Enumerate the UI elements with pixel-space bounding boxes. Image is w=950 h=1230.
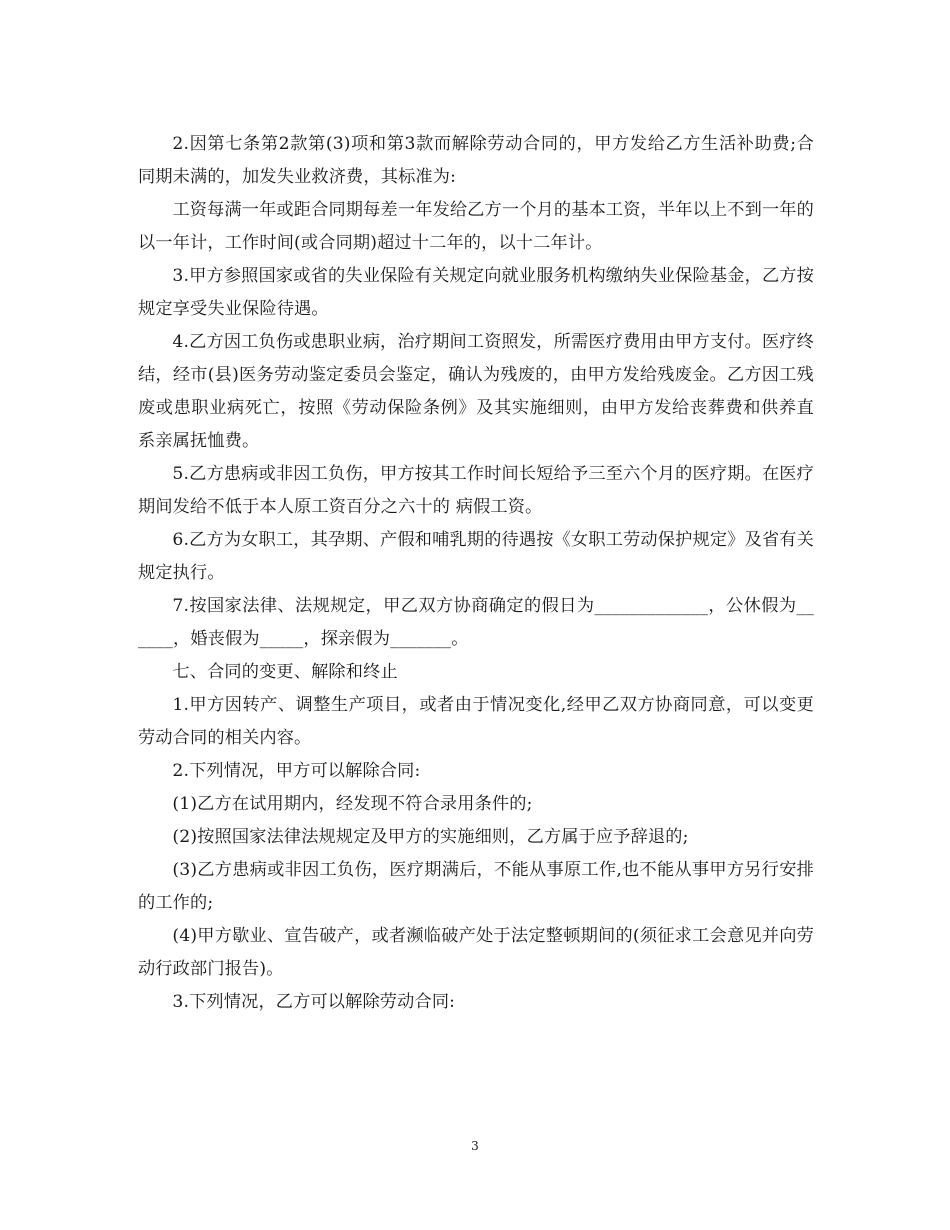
paragraph: 6.乙方为女职工，其孕期、产假和哺乳期的待遇按《女职工劳动保护规定》及省有关规定执行。 bbox=[138, 530, 814, 583]
paragraph: 7.按国家法律、法规规定，甲乙双方协商确定的假日为_____________，公休假为______，婚丧假为_____，探亲假为_______。 bbox=[138, 596, 814, 649]
paragraph: 1.甲方因转产、调整生产项目，或者由于情况变化,经甲乙双方协商同意，可以变更劳动合同的相关内容。 bbox=[138, 695, 814, 748]
section-heading: 七、合同的变更、解除和终止 bbox=[172, 662, 398, 682]
paragraph: 3.甲方参照国家或省的失业保险有关规定向就业服务机构缴纳失业保险基金，乙方按规定享受失业保险待遇。 bbox=[138, 266, 814, 319]
list-item: (2)按照国家法律法规规定及甲方的实施细则，乙方属于应予辞退的; bbox=[172, 827, 689, 847]
paragraph: 4.乙方因工负伤或患职业病，治疗期间工资照发，所需医疗费用由甲方支付。医疗终结，经市(县)医务劳动鉴定委员会鉴定，确认为残废的，由甲方发给残废金。乙方因工残废或患职业病死亡，按照《劳动保险条例》及其实施细则，由甲方发给丧葬费和供养直系亲属抚恤费。 bbox=[138, 332, 814, 451]
page-number: 3 bbox=[471, 1139, 479, 1153]
list-item: (4)甲方歇业、宣告破产，或者濒临破产处于法定整顿期间的(须征求工会意见并向劳动行政部门报告)。 bbox=[138, 926, 814, 979]
paragraph: 3.下列情况，乙方可以解除劳动合同: bbox=[172, 992, 456, 1012]
list-item: (3)乙方患病或非因工负伤，医疗期满后，不能从事原工作,也不能从事甲方另行安排的工作的; bbox=[138, 860, 814, 913]
paragraph: 2.因第七条第2款第(3)项和第3款而解除劳动合同的，甲方发给乙方生活补助费;合同期未满的，加发失业救济费，其标准为: bbox=[138, 134, 814, 187]
paragraph: 工资每满一年或距合同期每差一年发给乙方一个月的基本工资，半年以上不到一年的以一年计，工作时间(或合同期)超过十二年的，以十二年计。 bbox=[138, 200, 814, 253]
paragraph: 2.下列情况，甲方可以解除合同: bbox=[172, 761, 421, 781]
list-item: (1)乙方在试用期内，经发现不符合录用条件的; bbox=[172, 794, 533, 814]
document-body bbox=[138, 128, 814, 1019]
paragraph: 5.乙方患病或非因工负伤，甲方按其工作时间长短给予三至六个月的医疗期。在医疗期间发给不低于本人原工资百分之六十的 病假工资。 bbox=[138, 464, 814, 517]
